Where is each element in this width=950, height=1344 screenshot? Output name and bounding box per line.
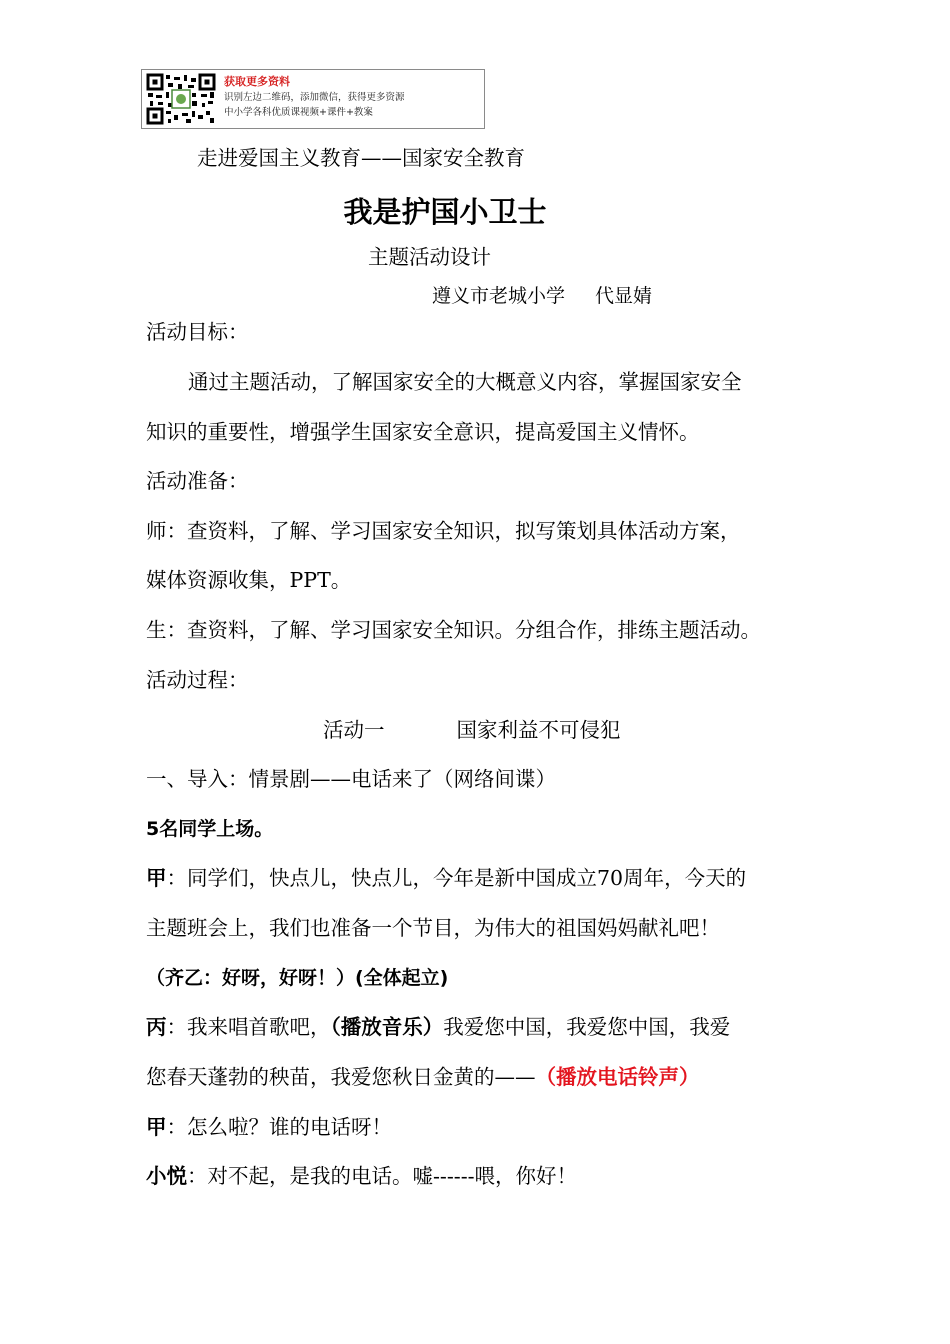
speaker-label: 甲 <box>146 866 167 890</box>
dialogue-text: 我爱您中国，我爱您中国，我爱 <box>443 1015 731 1039</box>
stage-direction-red: （播放电话铃声） <box>535 1065 700 1089</box>
student-line: 生：查资料，了解、学习国家安全知识。分组合作，排练主题活动。 <box>146 618 761 642</box>
dialogue-text: 您春天蓬勃的秧苗，我爱您秋日金黄的—— <box>146 1065 536 1089</box>
goal-line-1: 通过主题活动，了解国家安全的大概意义内容，掌握国家安全 <box>188 370 742 394</box>
dialogue-text: ：怎么啦？谁的电话呀！ <box>166 1115 392 1139</box>
dialogue-text: ：同学们，快点儿，快点儿，今年是新中国成立70周年，今天的 <box>166 866 747 890</box>
teacher-line-1: 师：查资料，了解、学习国家安全知识，拟写策划具体活动方案， <box>146 519 741 543</box>
dialogue-text: ：对不起，是我的电话。嘘------喂，你好！ <box>187 1164 578 1188</box>
activity-heading <box>323 716 621 744</box>
banner-line-1: 识别左边二维码，添加微信，获得更多资源 <box>224 92 405 103</box>
speaker-label: 丙 <box>146 1015 167 1039</box>
intro-line: 一、导入：情景剧——电话来了（网络间谍） <box>146 767 556 791</box>
author-name: 代显婧 <box>595 285 653 307</box>
bing-line-2 <box>146 1063 700 1091</box>
teacher-line-2: 媒体资源收集，PPT。 <box>146 568 352 592</box>
page-title: 我是护国小卫士 <box>343 195 547 229</box>
goal-line-2: 知识的重要性，增强学生国家安全意识，提高爱国主义情怀。 <box>146 420 700 444</box>
prep-heading: 活动准备： <box>146 469 249 493</box>
speaker-label: 甲 <box>146 1115 167 1139</box>
jia-line-2: 主题班会上，我们也准备一个节目，为伟大的祖国妈妈献礼吧！ <box>146 916 720 940</box>
chorus-line: （齐乙：好呀，好呀！）(全体起立) <box>146 967 449 989</box>
banner-title[interactable]: 获取更多资料 <box>224 75 290 88</box>
banner-line-2: 中小学各科优质课视频+课件+教案 <box>224 107 373 118</box>
series-title: 走进爱国主义教育——国家安全教育 <box>197 146 525 170</box>
promo-banner[interactable] <box>141 69 485 129</box>
goal-heading: 活动目标： <box>146 320 249 344</box>
process-heading: 活动过程： <box>146 668 249 692</box>
subtitle: 主题活动设计 <box>368 245 491 269</box>
bing-line-1 <box>146 1013 730 1041</box>
school-name: 遵义市老城小学 <box>432 285 566 307</box>
xiaoyue-line <box>146 1162 577 1190</box>
speaker-label: 小悦 <box>146 1164 187 1188</box>
stage-line: 5名同学上场。 <box>146 818 274 840</box>
dialogue-text: ：我来唱首歌吧， <box>166 1015 331 1039</box>
jia-line-1 <box>146 864 746 892</box>
qr-code-icon[interactable] <box>146 73 216 125</box>
stage-direction: （播放音乐） <box>330 1015 444 1039</box>
activity-title: 国家利益不可侵犯 <box>456 718 621 742</box>
byline <box>432 282 652 310</box>
jia-line-3 <box>146 1113 392 1141</box>
activity-label: 活动一 <box>323 718 385 742</box>
